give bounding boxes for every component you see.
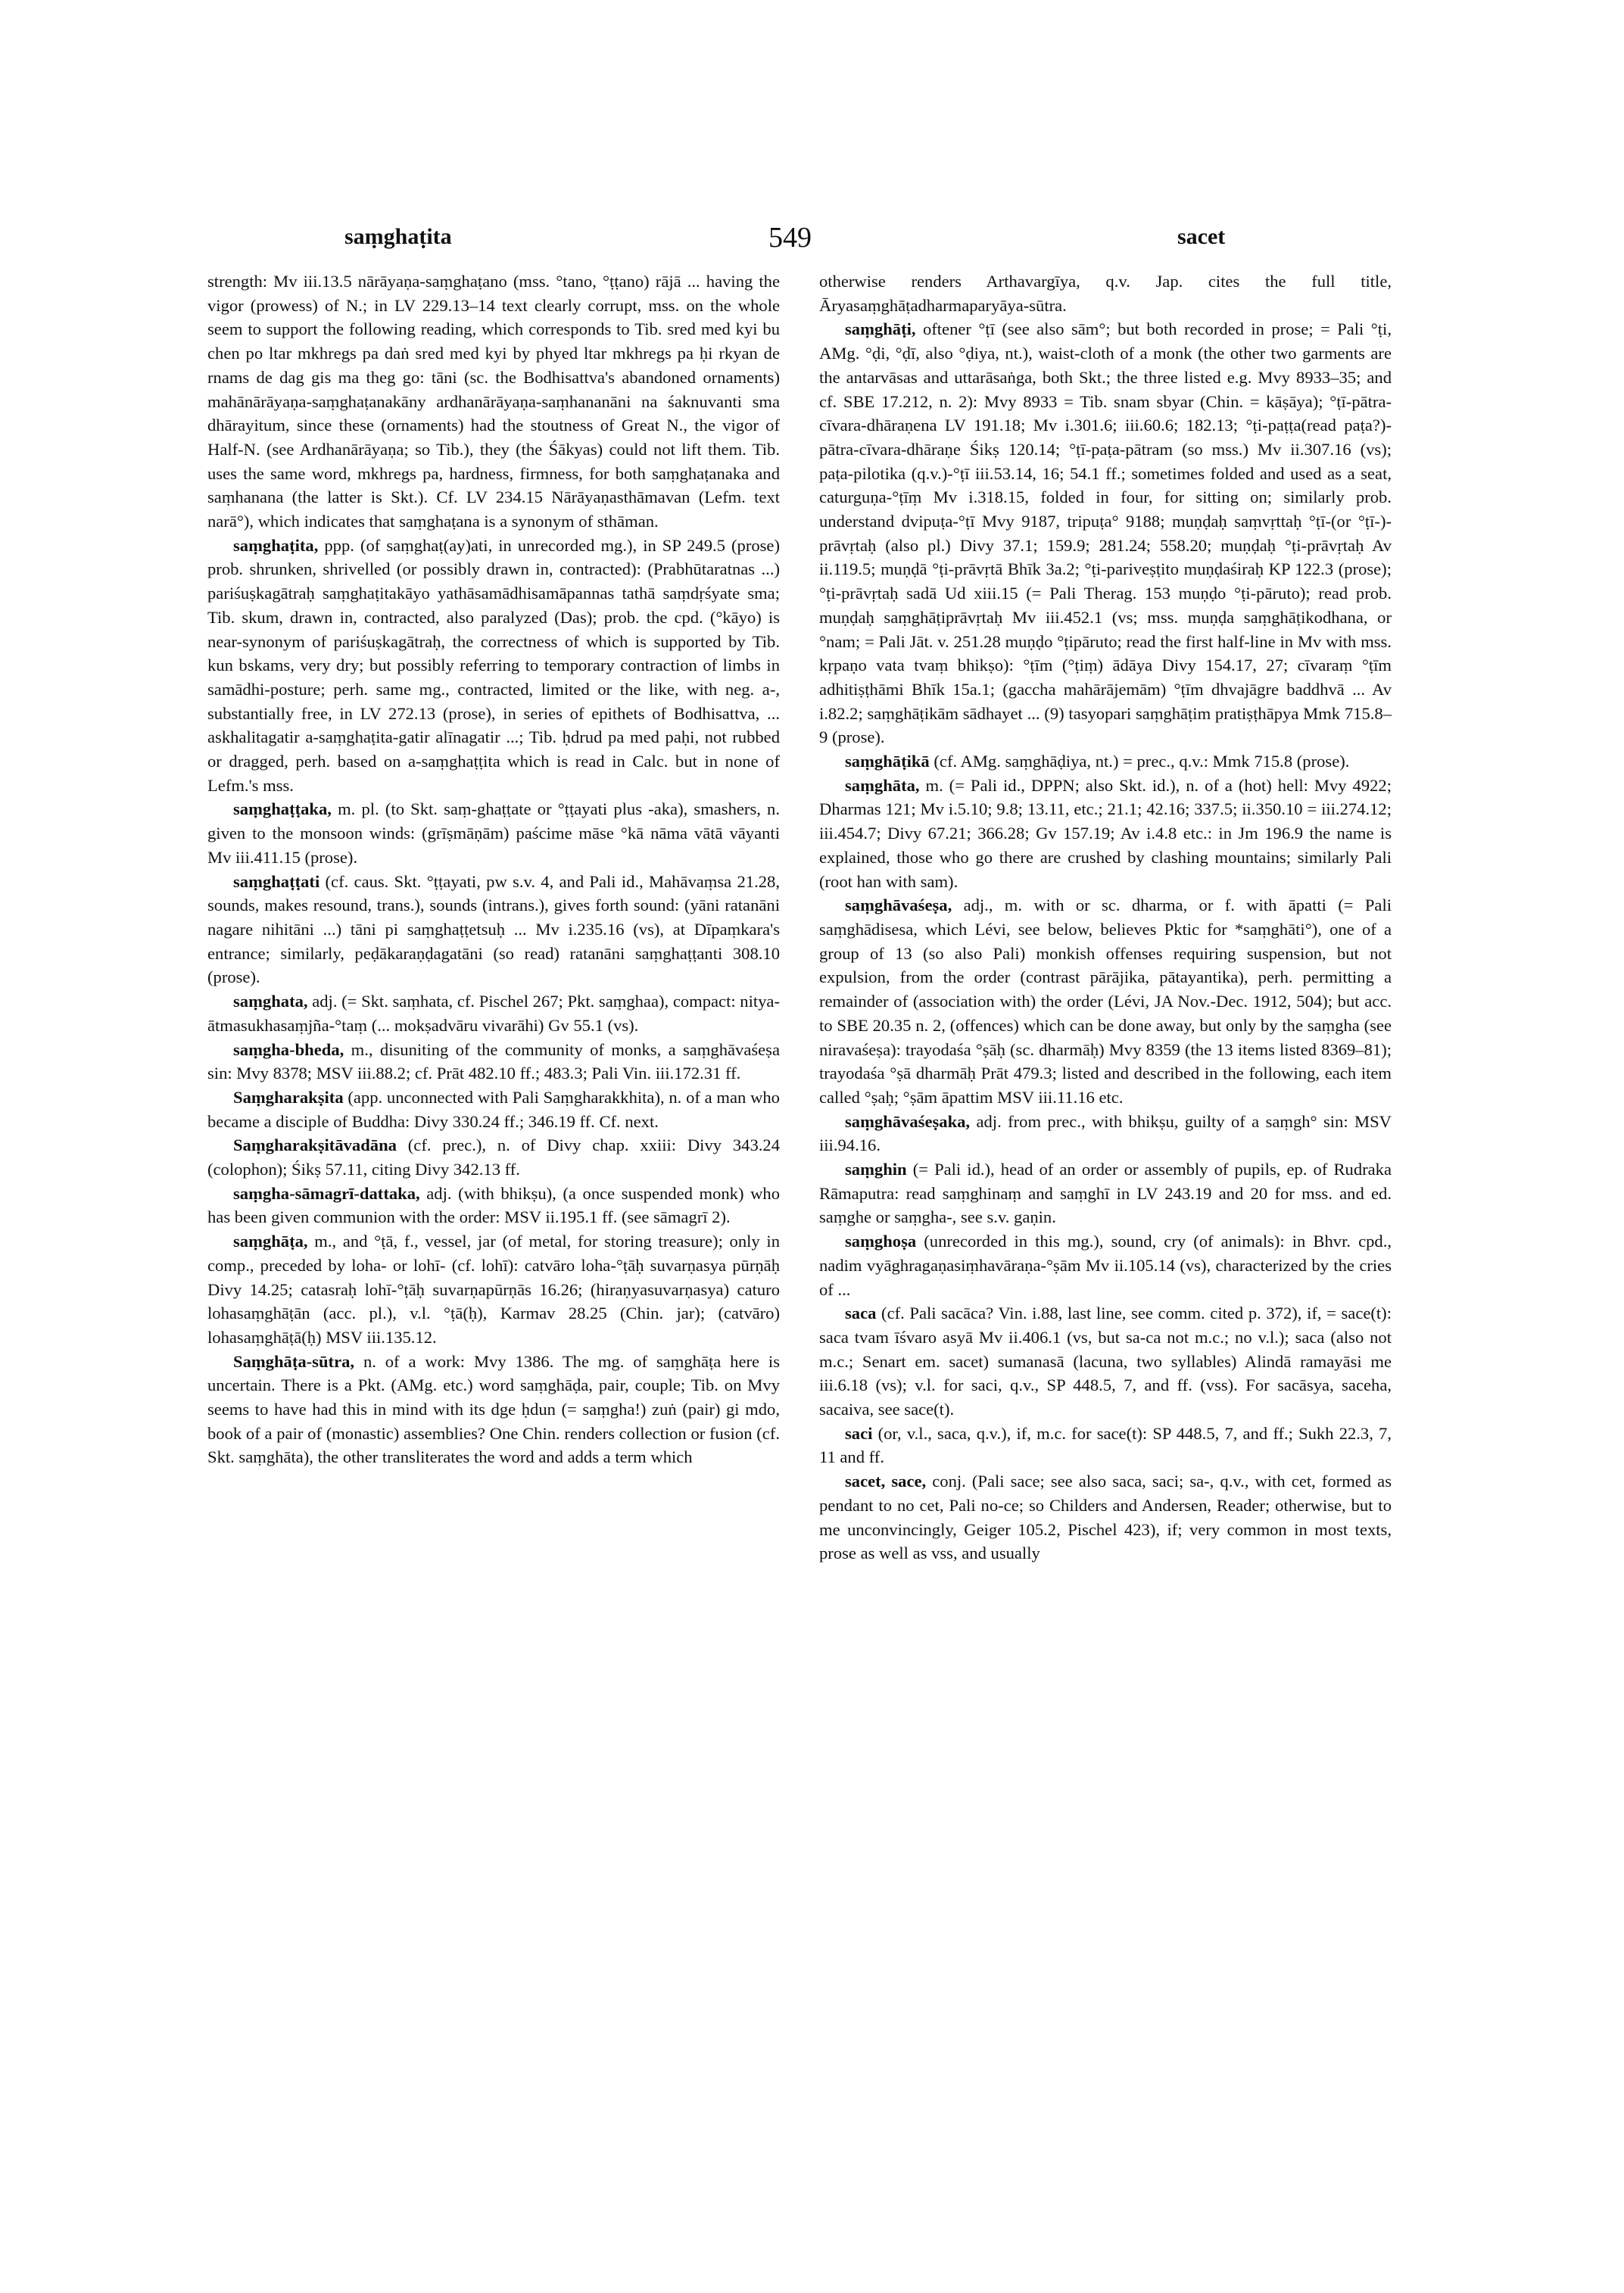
entry-headword: saṃghāṭikā — [845, 752, 930, 771]
entry-headword: saṃghin — [845, 1160, 907, 1179]
dictionary-entry — [819, 1110, 1392, 1157]
entry-body: adj., m. with or sc. dharma, or f. with āpatti (= Pali saṃghādisesa, which Lévi, see below, believes Pktic for *saṃghāti°), one of a group of 13 (so also Pali) monkish offenses requiring suspension, but not expulsion, from the order (contrast pārājika, pātayantika), perh. permitting a remainder of (association with) the order (Lévi, JA Nov.-Dec. 1912, 504); but acc. to SBE 20.35 n. 2, (offences) which can be done away, but only by the saṃgha (see niravaśeṣa): trayodaśa °ṣāḥ (sc. dharmāḥ) Mvy 8359 (the 13 items listed 8369–81); trayodaśa °ṣā dharmāḥ Prāt 479.3; listed and described in the following, each item called °ṣaḥ; °ṣām āpattim MSV iii.11.16 etc. — [819, 896, 1392, 1107]
entry-body: oftener °ṭī (see also sām°; but both recorded in prose; = Pali °ṭi, AMg. °ḍi, °ḍī, also °ḍiya, nt.), waist-cloth of a monk (the other two garments are the antarvāsas and uttarāsaṅga, both Skt.; the three listed e.g. Mvy 8933–35; and cf. SBE 17.212, n. 2): Mvy 8933 = Tib. snam sbyar (Chin. = kāṣāya); °ṭī-pātra-cīvara-dhāraṇena LV 191.18; Mv i.301.6; iii.60.6; 182.13; °ṭi-paṭṭa(read paṭa?)-pātra-cīvara-dhāraṇe Śikṣ 120.14; °ṭī-paṭa-pātram (so mss.) Mv ii.307.16 (vs); paṭa-pilotika (q.v.)-°ṭī iii.53.14, 16; 54.1 ff.; sometimes folded and used as a seat, caturguṇa-°ṭīṃ Mv i.318.15, folded in four, for sitting on; similarly prob. understand dvipuṭa-°ṭī Mvy 9187, tripuṭa° 9188; muṇḍaḥ saṃvṛttaḥ °ṭī-(or °ṭī-)-prāvṛtaḥ (also pl.) Divy 37.1; 159.9; 281.24; 558.20; muṇḍaḥ °ṭi-prāvṛtaḥ Av ii.119.5; muṇḍā °ṭi-prāvṛtā Bhīk 3a.2; °ṭi-pariveṣṭito muṇḍaśiraḥ KP 122.3 (prose); °ṭi-prāvṛtaḥ sadā Ud xiii.15 (= Pali Therag. 153 muṇḍo °ṭi-pāruto); read prob. muṇḍaḥ saṃghāṭiprāvṛtaḥ Mv iii.452.1 (vs; mss. muṇḍa saṃghāṭikodhana, or °nam; = Pali Jāt. v. 251.28 muṇḍo °ṭipāruto; read the first half-line in Mv with mss. kṛpaṇo vata tvaṃ bhikṣo): °ṭīm (°ṭiṃ) ādāya Divy 154.17, 27; cīvaraṃ °ṭīm adhitiṣṭhāmi Bhīk 15a.1; (gaccha mahārājemām) °ṭīm dhvajāgre baddhvā ... Av i.82.2; saṃghāṭikām sādhayet ... (9) tasyopari saṃghāṭim pratiṣṭhāpya Mmk 715.8–9 (prose). — [819, 319, 1392, 747]
entry-body: (cf. AMg. saṃghāḍiya, nt.) = prec., q.v.: Mmk 715.8 (prose). — [934, 752, 1350, 771]
dictionary-entry — [819, 1157, 1392, 1229]
entry-headword: saṃghāṭi, — [845, 319, 916, 339]
dictionary-entry — [207, 1086, 780, 1133]
dictionary-entry — [207, 797, 780, 869]
entry-body: (cf. Pali sacāca? Vin. i.88, last line, see comm. cited p. 372), if, = sace(t): saca tvam īśvaro asyā Mv ii.406.1 (vs, but sa-ca not m.c.; no v.l.); saca (also not m.c.; Senart em. sacet) sumanasā (lacuna, two syllables) Alindā ramayāsi me iii.6.18 (vs); v.l. for saci, q.v., SP 448.5, 7, and ff. (vss). For sacāsya, saceha, sacaiva, see sace(t). — [819, 1304, 1392, 1419]
entry-headword: saṃghāvaśeṣaka, — [845, 1111, 971, 1131]
entry-body: adj. from prec., with bhikṣu, guilty of a saṃgh° sin: MSV iii.94.16. — [819, 1111, 1392, 1155]
entry-headword: saṃghāta, — [845, 775, 920, 795]
entry-body: strength: Mv iii.13.5 nārāyaṇa-saṃghaṭano (mss. °tano, °ṭṭano) rājā ... having the vigor (prowess) of N.; in LV 229.13–14 text clearly corrupt, mss. on the whole seem to support the following reading, which corresponds to Tib. sred med kyi bu chen po ltar mkhregs pa daṅ sred med kyi by phyed ltar mkhregs pa ḥi rkyan de rnams de dag gis ma theg go: tāni (sc. the Bodhisattva's abandoned ornaments) mahānārāyaṇa-saṃghaṭanakāny ardhanārāyaṇa-saṃhananāni na śaknuvanti sma dhārayitum, since these (ornaments) had the stoutness of Great N., the vigor of Half-N. (see Ardhanārāyaṇa; so Tib.), they (the Śākyas) could not lift them. Tib. uses the same word, mkhregs pa, hardness, firmness, for both saṃghaṭanaka and saṃhanana (the latter is Skt.). Cf. LV 234.15 Nārāyaṇasthāmavan (Lefm. text narā°), which indicates that saṃghaṭana is a synonym of sthāman. — [207, 272, 780, 531]
dictionary-entry — [207, 870, 780, 990]
entry-body: otherwise renders Arthavargīya, q.v. Jap. cites the full title, Āryasaṃghāṭadharmaparyāya-sūtra. — [819, 272, 1392, 315]
entry-body: (app. unconnected with Pali Saṃgharakkhita), n. of a man who became a disciple of Buddha: Divy 330.24 ff.; 346.19 ff. Cf. next. — [207, 1087, 780, 1131]
entry-body: m. (= Pali id., DPPN; also Skt. id.), n. of a (hot) hell: Mvy 4922; Dharmas 121; Mv i.5.10; 9.8; 13.11, etc.; 21.1; 42.16; 337.5; ii.350.10 = iii.274.12; iii.454.7; Divy 67.21; 366.28; Gv 157.19; Av i.4.8 etc.: in Jm 196.9 the name is explained, those who go there are crushed by clashing mountains; similarly Pali (root han with sam). — [819, 775, 1392, 891]
right-guideword: sacet — [1177, 224, 1226, 249]
entry-body: n. of a work: Mvy 1386. The mg. of saṃghāṭa here is uncertain. There is a Pkt. (AMg. etc.) word saṃghāḍa, pair, couple; Tib. on Mvy seems to have had this in mind with its dge ḥdun (= saṃgha!) zuṅ (pair) gi mdo, book of a pair of (monastic) assemblies? One Chin. renders collection or fusion (cf. Skt. saṃghāta), the other transliterates the word and adds a term which — [207, 1351, 780, 1467]
dictionary-entry — [207, 534, 780, 798]
entry-headword: saṃgha-sāmagrī-dattaka, — [233, 1183, 420, 1203]
dictionary-entry — [819, 893, 1392, 1109]
dictionary-entry — [207, 1038, 780, 1086]
dictionary-entry — [207, 1182, 780, 1229]
left-guideword: saṃghaṭita — [344, 224, 452, 249]
dictionary-entry — [819, 269, 1392, 317]
dictionary-entry — [819, 1229, 1392, 1301]
entry-headword: saṃghoṣa — [845, 1232, 917, 1251]
entry-headword: saṃghaṭṭaka, — [233, 799, 332, 819]
dictionary-entry — [819, 1469, 1392, 1566]
entry-headword: saṃgha-bheda, — [233, 1039, 344, 1059]
entry-body: (cf. caus. Skt. °ṭṭayati, pw s.v. 4, and Pali id., Mahāvaṃsa 21.28, sounds, makes resound, trans.), sounds (intrans.), gives forth sound: (yāni ratanāni nagare nihitāni ...) tāni pi saṃghaṭṭetsuḥ ... Mv i.235.16 (vs), at Dīpaṃkara's entrance; similarly, peḍākaraṇḍagatāni (so read) ratanāni saṃghaṭṭanti 308.10 (prose). — [207, 871, 780, 987]
entry-headword: Saṃgharakṣita — [233, 1087, 344, 1107]
dictionary-entry — [819, 749, 1392, 774]
entry-headword: saca — [845, 1304, 877, 1323]
entry-headword: sacet, sace, — [845, 1472, 927, 1491]
entry-headword: Saṃghāṭa-sūtra, — [233, 1351, 355, 1371]
entry-body: ppp. (of saṃghaṭ(ay)ati, in unrecorded mg.), in SP 249.5 (prose) prob. shrunken, shrivelled (or possibly drawn in, contracted): (Prabhūtaratnas ...) pariśuṣkagātraḥ saṃghaṭitakāyo yathāsamādhisamāpannas tathā saṃdṛśyate sma; Tib. skum, drawn in, contracted, also paralyzed (Das); prob. the cpd. (°kāyo) is near-synonym of pariśuṣkagātraḥ, the correctness of which is supported by Tib. kun bskams, very dry; but possibly referring to temporary contraction of limbs in samādhi-posture; perh. same mg., contracted, limited or the like, with neg. a-, substantially free, in LV 272.13 (prose), in series of epithets of Bodhisattva, ... askhalitagatir a-saṃghaṭita-gatir alīnagatir ...; Tib. ḥdrud pa med paḥi, not rubbed or dragged, perh. based on a-saṃghaṭṭita which is read in Calc. but in none of Lefm.'s mss. — [207, 535, 780, 795]
entry-headword: saṃghāṭa, — [233, 1232, 308, 1251]
entry-body: (unrecorded in this mg.), sound, cry (of animals): in Bhvr. cpd., nadim vyāghragaṇasiṃhavāraṇa-°ṣām Mv ii.105.14 (vs), characterized by the cries of ... — [819, 1232, 1392, 1299]
dictionary-entry — [819, 1301, 1392, 1422]
entry-headword: Saṃgharakṣitāvadāna — [233, 1136, 397, 1155]
dictionary-entry — [207, 989, 780, 1037]
dictionary-entry — [819, 774, 1392, 894]
entry-body: m., disuniting of the community of monks, a saṃghāvaśeṣa sin: Mvy 8378; MSV iii.88.2; cf. Prāt 482.10 ff.; 483.3; Pali Vin. iii.172.31 ff. — [207, 1039, 781, 1083]
entry-body: conj. (Pali sace; see also saca, saci; sa-, q.v., with cet, formed as pendant to no cet, Pali no-ce; so Childers and Andersen, Reader; otherwise, but to me unconvincingly, Geiger 105.2, Pischel 423), if; very common in most texts, prose as well as vss, and usually — [819, 1472, 1392, 1563]
dictionary-entry — [207, 1133, 780, 1181]
entry-headword: saṃghaṭṭati — [233, 871, 320, 891]
dictionary-entry — [207, 269, 780, 534]
page-number: 549 — [768, 222, 812, 254]
entry-headword: saci — [845, 1423, 873, 1443]
entry-headword: saṃghata, — [233, 992, 308, 1011]
entry-body: adj. (with bhikṣu), (a once suspended monk) who has been given communion with the order: MSV ii.195.1 ff. (see sāmagrī 2). — [207, 1183, 780, 1227]
right-column — [819, 269, 1392, 1566]
dictionary-entry — [819, 1422, 1392, 1469]
entry-body: adj. (= Skt. saṃhata, cf. Pischel 267; Pkt. saṃghaa), compact: nitya-ātmasukhasaṃjña-°taṃ (... mokṣadvāru vivarāhi) Gv 55.1 (vs). — [207, 992, 780, 1035]
entry-body: m., and °ṭā, f., vessel, jar (of metal, for storing treasure); only in comp., preceded by loha- or lohī- (cf. lohī): catvāro loha-°ṭāḥ suvarṇasya pūrṇāḥ Divy 14.25; catasraḥ lohī-°ṭāḥ suvarṇapūrṇās 16.26; (hiraṇyasuvarṇasya) caturo lohasaṃghāṭān (acc. pl.), v.l. °ṭā(ḥ), Karmav 28.25 (Chin. jar); (catvāro) lohasaṃghāṭā(ḥ) MSV iii.135.12. — [207, 1232, 780, 1347]
dictionary-entry — [207, 1229, 780, 1350]
entry-headword: saṃghāvaśeṣa, — [845, 896, 952, 915]
dictionary-entry — [207, 1350, 780, 1470]
left-column — [207, 269, 780, 1469]
entry-body: (or, v.l., saca, q.v.), if, m.c. for sace(t): SP 448.5, 7, and ff.; Sukh 22.3, 7, 11 and ff. — [819, 1423, 1392, 1467]
running-header — [0, 224, 1624, 260]
entry-headword: saṃghaṭita, — [233, 535, 319, 555]
entry-body: m. pl. (to Skt. saṃ-ghaṭṭate or °ṭṭayati plus -aka), smashers, n. given to the monsoon winds: (grīṣmāṇām) paścime māse °kā nāma vātā vāyanti Mv iii.411.15 (prose). — [207, 799, 780, 867]
dictionary-entry — [819, 317, 1392, 749]
entry-body: (cf. prec.), n. of Divy chap. xxiii: Divy 343.24 (colophon); Śikṣ 57.11, citing Divy 342.13 ff. — [207, 1136, 780, 1179]
entry-body: (= Pali id.), head of an order or assembly of pupils, ep. of Rudraka Rāmaputra: read saṃghinaṃ and saṃghī in LV 243.19 and 20 for mss. and ed. saṃghe or saṃgha-, see s.v. gaṇin. — [819, 1160, 1392, 1227]
